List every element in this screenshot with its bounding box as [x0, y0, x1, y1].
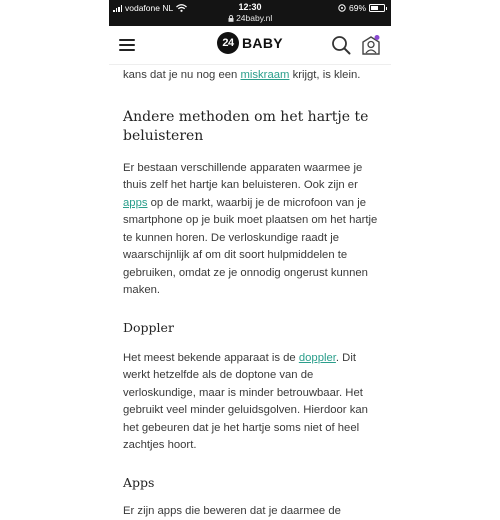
- section-heading-methods: Andere methoden om het hartje te beluisteren: [123, 108, 379, 146]
- battery-percent: 69%: [349, 3, 366, 13]
- intro-paragraph: [123, 67, 379, 85]
- apps-link[interactable]: apps: [123, 197, 148, 209]
- intro-text-end: krijgt, is klein.: [289, 69, 360, 81]
- site-logo[interactable]: [217, 32, 283, 54]
- browser-url[interactable]: [109, 13, 391, 23]
- location-icon: [338, 4, 346, 12]
- section-heading-doppler: Doppler: [123, 320, 379, 336]
- section-heading-apps: Apps: [123, 475, 379, 491]
- hamburger-menu-icon[interactable]: [119, 39, 135, 51]
- search-icon[interactable]: [331, 35, 351, 55]
- site-header: [109, 26, 391, 65]
- doppler-paragraph: [123, 350, 379, 455]
- logo-word: BABY: [242, 35, 283, 51]
- apps-paragraph: Er zijn apps die beweren dat je daarmee de: [123, 503, 379, 520]
- url-text: 24baby.nl: [236, 13, 272, 23]
- methods-text-end: op de markt, waarbij je de microfoon van je smartphone op je buik moet plaatsen om het hartje te kunnen horen. De verloskundige raadt je waarschijnlijk af om dit soort hulpmiddelen te gebruiken, omdat ze je onnodig ongerust kunnen maken.: [123, 197, 377, 297]
- user-account-icon[interactable]: [361, 34, 381, 56]
- battery-icon: [369, 4, 385, 12]
- methods-text: Er bestaan verschillende apparaten waarmee je thuis zelf het hartje kan beluisteren. Ook zijn er: [123, 162, 362, 192]
- article-content: [123, 64, 379, 520]
- intro-text: kans dat je nu nog een: [123, 69, 240, 81]
- status-time: 12:30: [109, 2, 391, 12]
- lock-icon: [228, 15, 234, 22]
- notification-badge: [375, 35, 380, 40]
- doppler-link[interactable]: doppler: [299, 352, 336, 364]
- status-bar: [109, 0, 391, 26]
- doppler-text: Het meest bekende apparaat is de: [123, 352, 299, 364]
- miskraam-link[interactable]: miskraam: [240, 69, 289, 81]
- status-right: [338, 3, 385, 13]
- logo-number: 24: [217, 32, 239, 54]
- carrier-name: vodafone NL: [125, 3, 173, 13]
- phone-screen: [109, 0, 391, 500]
- doppler-text-end: . Dit werkt hetzelfde als de doptone van de verloskundige, maar is minder betrouwbaar. Het gebruikt veel minder geluidsgolven. Hierdoor kan het gebeuren dat je het hartje soms niet of heel zachtjes hoort.: [123, 352, 368, 452]
- methods-paragraph: [123, 160, 379, 300]
